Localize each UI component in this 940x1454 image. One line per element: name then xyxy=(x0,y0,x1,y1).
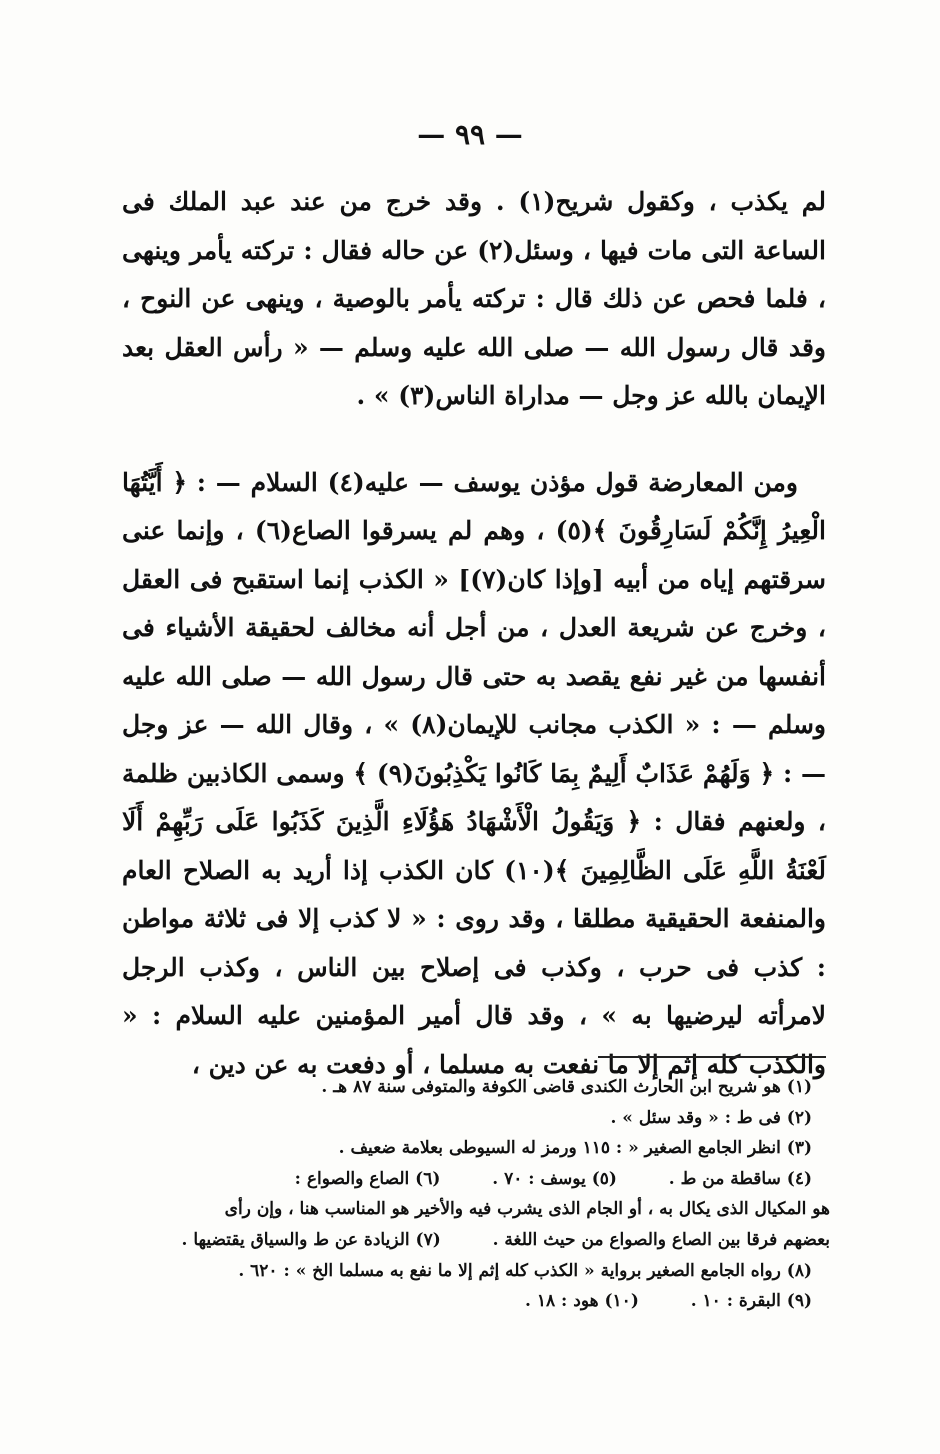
page-number: — ٩٩ — xyxy=(417,118,523,151)
footnote-separator xyxy=(598,1056,826,1058)
footnote xyxy=(130,1256,830,1287)
footnote-text: (١) هو شريح ابن الحارث الكندى قاضى الكوفة والمتوفى سنة ٨٧ هـ . xyxy=(321,1077,812,1097)
footnote-text: (٤) ساقطة من ط . xyxy=(668,1168,812,1189)
footnote xyxy=(130,1133,830,1164)
footnote-continuation xyxy=(130,1194,830,1225)
footnote-text: هو المكيال الذى يكال به ، أو الجام الذى يشرب فيه والأخير هو المناسب هنا ، وإن رأى xyxy=(224,1199,830,1220)
footnote-text: (٥) يوسف : ٧٠ . xyxy=(492,1168,617,1189)
footnote-text: (٨) رواه الجامع الصغير برواية « الكذب كله إثم إلا ما نفع به مسلما الخ » : ٦٢٠ . xyxy=(238,1260,812,1281)
footnote-row xyxy=(130,1286,830,1317)
footnote-row xyxy=(130,1225,830,1256)
footnote-text: (٣) انظر الجامع الصغير « : ١١٥ ورمز له السيوطى بعلامة ضعيف . xyxy=(338,1138,812,1159)
footnote-text: بعضهم فرقا بين الصاع والصواع من حيث اللغة . xyxy=(492,1229,830,1250)
footnotes xyxy=(130,1072,830,1317)
footnote-text: (٩) البقرة : ١٠ . xyxy=(690,1291,812,1312)
footnote-text: (٢) فى ط : « وقد سئل » . xyxy=(610,1107,812,1128)
footnote-text: (٧) الزيادة عن ط والسياق يقتضيها . xyxy=(181,1229,441,1250)
footnote-text: (٦) الصاع والصواع : xyxy=(294,1168,441,1189)
paragraph: ومن المعارضة قول مؤذن يوسف — عليه(٤) السلام — : ﴿ أَيَّتُهَا الْعِيرُ إِنَّكُمْ لَسَارِقُونَ ﴾(٥) ، وهم لم يسرقوا الصاع(٦) ، وإنما عنى سرقتهم إياه من أبيه [وإذا كان(٧)] « الكذب إنما استقبح فى العقل ، وخرج عن شريعة العدل ، من أجل أنه مخالف لحقيقة الأشياء فى أنفسها من غير نفع يقصد به حتى قال رسول الله — صلى الله عليه وسلم — : « الكذب مجانب للإيمان(٨) » ، وقال الله — عز وجل — : ﴿ وَلَهُمْ عَذَابٌ أَلِيمٌ بِمَا كَانُوا يَكْذِبُونَ(٩) ﴾ وسمى الكاذبين ظلمة ، ولعنهم فقال : ﴿ وَيَقُولُ الْأَشْهَادُ هَؤُلَاءِ الَّذِينَ كَذَبُوا عَلَى رَبِّهِمْ أَلَا لَعْنَةُ اللَّهِ عَلَى الظَّالِمِينَ ﴾(١٠) كان الكذب إذا أريد به الصلاح العام والمنفعة الحقيقية مطلقا ، وقد روى : « لا كذب إلا فى ثلاثة مواطن : كذب فى حرب ، وكذب فى إصلاح بين الناس ، وكذب الرجل لامرأته ليرضيها به » ، وقد قال أمير المؤمنين عليه السلام : « والكذب كله إثم إلا ما نفعت به مسلما ، أو دفعت به عن دين ، xyxy=(122,467,826,1079)
footnote-row xyxy=(130,1164,830,1195)
footnote xyxy=(130,1072,830,1103)
footnote xyxy=(130,1103,830,1134)
main-text xyxy=(122,178,826,1089)
paragraph: لم يكذب ، وكقول شريح(١) . وقد خرج من عند عبد الملك فى الساعة التى مات فيها ، وسئل(٢) عن حاله فقال : تركته يأمر وينهى ، فلما فحص عن ذلك قال : تركته يأمر بالوصية ، وينهى عن النوح ، وقد قال رسول الله — صلى الله عليه وسلم — « رأس العقل بعد الإيمان بالله عز وجل — مداراة الناس(٣) » . xyxy=(122,187,826,410)
footnote-text: (١٠) هود : ١٨ . xyxy=(525,1291,639,1312)
